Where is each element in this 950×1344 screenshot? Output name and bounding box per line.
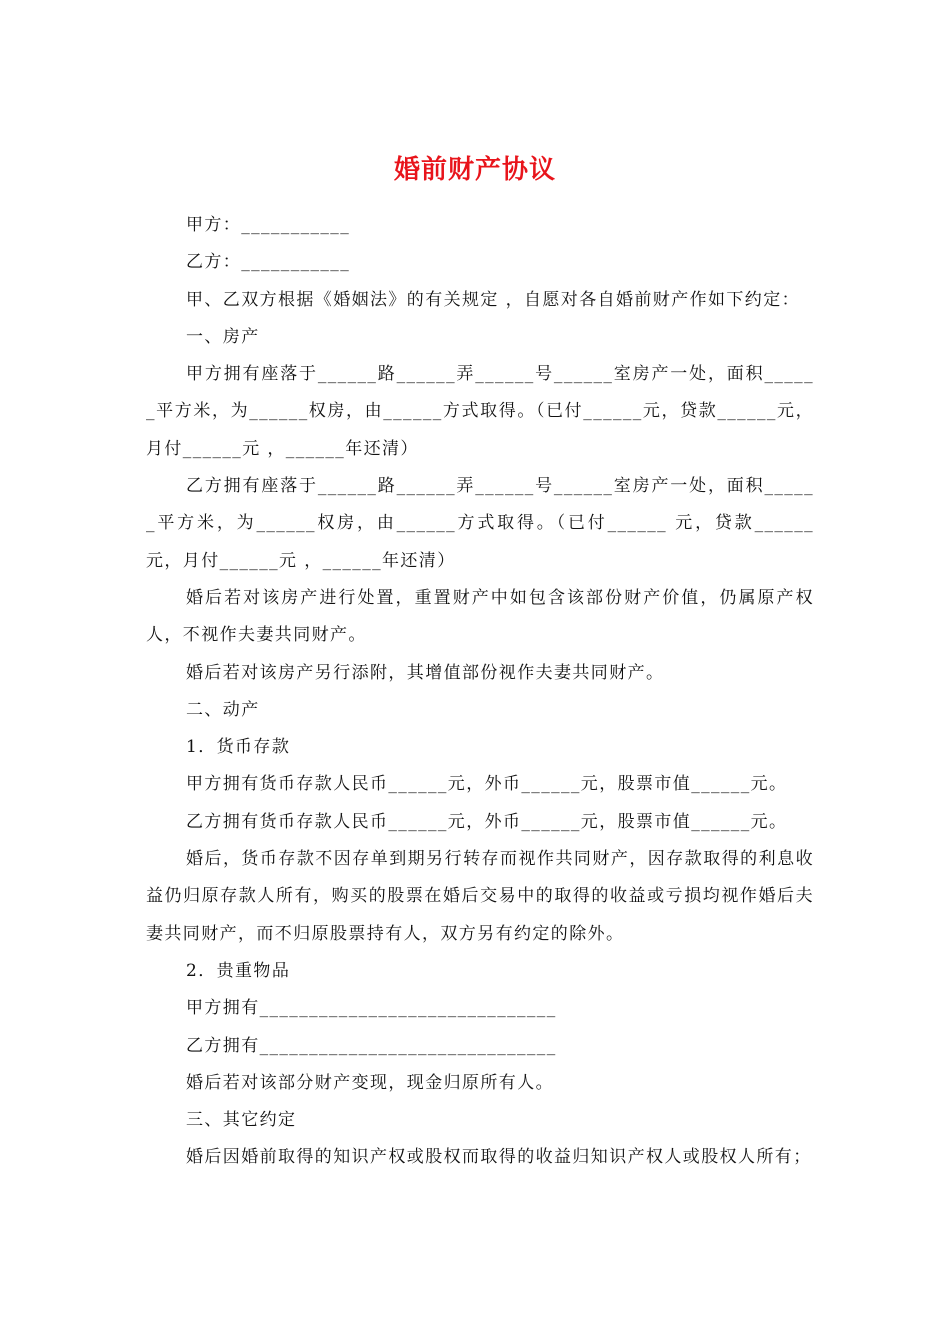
ip-equity-paragraph: 婚后因婚前取得的知识产权或股权而取得的收益归知识产权人或股权人所有； bbox=[186, 1147, 812, 1168]
property-disposal-paragraph: 婚后若对该房产进行处置，重置财产中如包含该部份财产价值，仍属原产权人，不视作夫妻共同财产。 bbox=[146, 587, 814, 646]
party-a-valuables-line: 甲方拥有______________________________ bbox=[186, 998, 557, 1019]
subsection-heading-deposits: 1．货币存款 bbox=[186, 737, 291, 758]
subsection-heading-valuables: 2．贵重物品 bbox=[186, 960, 291, 981]
document-body bbox=[146, 207, 814, 1177]
party-b-deposits-paragraph: 乙方拥有货币存款人民币______元，外币______元，股票市值______元。 bbox=[186, 811, 788, 832]
deposits-terms-paragraph: 婚后，货币存款不因存单到期另行转存而视作共同财产，因存款取得的利息收益仍归原存款人所有，购买的股票在婚后交易中的取得的收益或亏损均视作婚后夫妻共同财产，而不归原股票持有人，双方另有约定的除外。 bbox=[146, 849, 814, 944]
section-heading-real-estate: 一、房产 bbox=[186, 326, 260, 347]
property-addition-paragraph: 婚后若对该房产另行添附，其增值部份视作夫妻共同财产。 bbox=[186, 662, 665, 683]
party-a-deposits-paragraph: 甲方拥有货币存款人民币______元，外币______元，股票市值______元。 bbox=[186, 774, 788, 795]
valuables-terms-paragraph: 婚后若对该部分财产变现，现金归原所有人。 bbox=[186, 1072, 554, 1093]
party-b-valuables-line: 乙方拥有______________________________ bbox=[186, 1035, 557, 1056]
party-b-line: 乙方：___________ bbox=[186, 252, 351, 273]
party-a-line: 甲方：___________ bbox=[186, 215, 351, 235]
party-b-property-paragraph: 乙方拥有座落于______路______弄______号______室房产一处，面积______平方米，为______权房，由______方式取得。（已付______ 元，贷款______元，月付______元 ，______年还清） bbox=[146, 476, 814, 571]
preamble-paragraph: 甲、乙双方根据《婚姻法》的有关规定 ，自愿对各自婚前财产作如下约定： bbox=[186, 289, 801, 310]
document-title: 婚前财产协议 bbox=[393, 155, 556, 185]
section-heading-other: 三、其它约定 bbox=[186, 1110, 297, 1131]
party-a-property-paragraph: 甲方拥有座落于______路______弄______号______室房产一处，面积______平方米，为______权房，由______方式取得。（已付______元，贷款______元，月付______元 ，______年还清） bbox=[146, 364, 814, 459]
section-heading-movables: 二、动产 bbox=[186, 699, 260, 720]
